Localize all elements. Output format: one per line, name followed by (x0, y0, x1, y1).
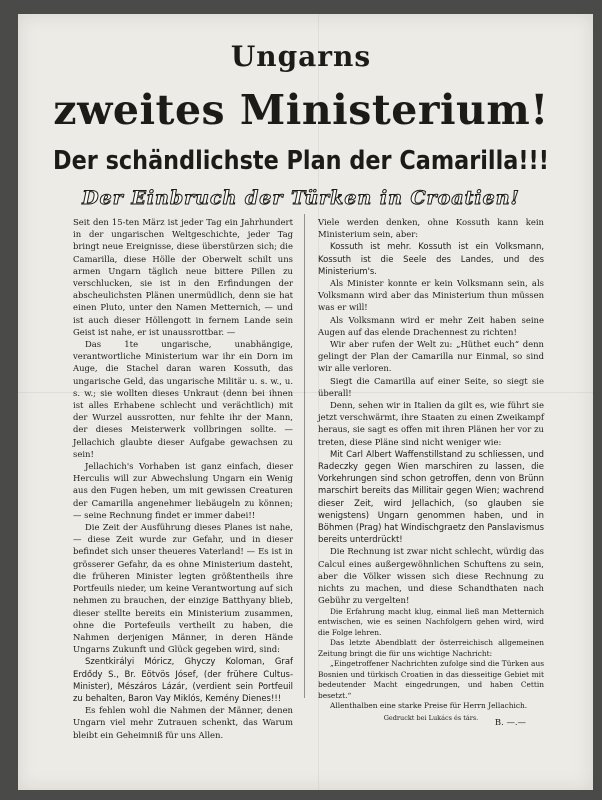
headline: Der schändlichste Plan der Camarilla!!! (53, 146, 549, 176)
right-column (318, 216, 544, 728)
right-paragraph-10: Die Erfahrung macht klug, einmal ließ man Metternich entwischen, wie es seinen Nachfolgern gehen wird, wird die Folge lehren. (318, 606, 544, 637)
right-paragraph-7: Denn, sehen wir in Italien da gilt es, wie führt sie jetzt verschwärmt, ihre Staaten zu einen Zweikampf heraus, sie sagt es offen mit ihren Plänen her vor zu treten, diese Pläne sind nicht weniger wie: (318, 400, 544, 447)
left-paragraph-3: Jellachich's Vorhaben ist ganz einfach, dieser Herculis will zur Abwechslung Ungarn ein Wenig aus den Fugen heben, um mit gewissen Creaturen der Camarilla angenehmer liebäugeln zu können; — seine Rechnung findet er immer dabei!! (73, 461, 293, 520)
right-paragraph-11: Das letzte Abendblatt der österreichisch allgemeinen Zeitung bringt die für uns wichtige Nachricht: (318, 638, 544, 658)
left-column (73, 216, 293, 741)
right-paragraph-3: Als Minister konnte er kein Volksmann sein, als Volksmann wird aber das Ministerium thun müssen was er will! (318, 278, 544, 313)
news-quote: „Eingetroffener Nachrichten zufolge sind die Türken aus Bosnien und türkisch Croatien in das diesseitige Gebiet mit bedeutender Macht eingedrungen, und haben Cettin besetzt.“ (318, 659, 544, 700)
right-paragraph-6: Siegt die Camarilla auf einer Seite, so siegt sie überall! (318, 375, 544, 398)
right-paragraph-9: Die Rechnung ist zwar nicht schlecht, würdig das Calcul eines außergewöhnlichen Schuftens zu sein, aber die Völker wissen sich diese Rechnung zu nichts zu machen, und diese Schandthaten nach Gebühr zu vergelten! (318, 546, 544, 606)
column-divider (304, 214, 305, 698)
right-paragraph-5: Wir aber rufen der Welt zu: „Hüthet euch“ denn gelingt der Plan der Camarilla nur Einmal, so sind wir alle verloren. (318, 339, 544, 374)
minister-names: Szentkirályi Móricz, Ghyczy Koloman, Graf Erdődy S., Br. Eötvös Jósef, (der frühere Cultus-Minister), Mészáros Lázár, (verdient sein Portfeuil zu behalten, Baron Vay Miklós, Kemény Dienes!!! (73, 656, 293, 703)
left-paragraph-6: Es fehlen wohl die Nahmen der Männer, denen Ungarn viel mehr Zutrauen schenkt, das Warum bleibt ein Geheimniß für uns Allen. (73, 705, 293, 740)
subheadline: Der Einbruch der Türken in Croatien! (82, 187, 520, 209)
title-line-1: Ungarns (230, 40, 372, 73)
left-paragraph-4: Die Zeit der Ausführung dieses Planes ist nahe, — diese Zeit wurde zur Gefahr, und in dieser befindet sich unser theueres Vaterland! — Es ist in grösserer Gefahr, da es ohne Ministerium dasteht, die früheren Minister legten größtentheils ihre Portfeuils nieder, um keine Verantwortung auf sich nehmen zu brauchen, der einzige Batthyany blieb, dieser stellte bereits ein Ministerium zusammen, ohne die Portefeuils vertheilt zu haben, die Nahmen derjenigen Männer, in deren Hände Ungarns Zukunft und Glück gegeben wird, sind: (73, 522, 293, 655)
right-paragraph-1: Viele werden denken, ohne Kossuth kann kein Ministerium sein, aber: (318, 217, 544, 240)
right-paragraph-13: Allenthalben eine starke Preise für Herrn Jellachich. (330, 701, 528, 710)
right-paragraph-2: Kossuth ist mehr. Kossuth ist ein Volksmann, Kossuth ist die Seele des Landes, und des Ministerium's. (318, 241, 544, 276)
signature: B. —.— (494, 716, 526, 727)
right-paragraph-4: Als Volksmann wird er mehr Zeit haben seine Augen auf das elende Drachennest zu richten! (318, 314, 544, 337)
right-paragraph-8: Mit Carl Albert Waffenstillstand zu schliessen, und Radeczky gegen Wien marschiren zu lassen, die Vorkehrungen sind schon getroffen, denn von Brünn marschirt bereits das Millitair gegen Wien; wachrend dieser Zeit, wird Jellachich, (so glauben sie wenigstens) Ungarn genommen haben, und in Böhmen (Prag) hat Windischgraetz den Panslavismus bereits unterdrückt! (318, 448, 544, 545)
printer-imprint: Gedruckt bei Lukács és társ. (383, 714, 479, 722)
left-paragraph-1: Seit den 15-ten März ist jeder Tag ein Jahrhundert in der ungarischen Weltgeschichte, jeder Tag bringt neue Ereignisse, diese überstürzen sich; die Camarilla, diese Hölle der Oberwelt schilt uns armen Ungarn täglich neue bittere Pillen zu verschlucken, sie ist in den Erfindungen der abscheulichsten Plänen unermüdlich, denn sie hat einen Pluto, unter den Namen Metternich, — und ist auch dieser Höllengott in fernem Lande sein Geist ist nahe, er ist unaussrottbar. — (73, 217, 293, 337)
title-line-2: zweites Ministerium! (53, 86, 549, 134)
left-paragraph-2: Das 1te ungarische, unabhängige, verantwortliche Ministerium war ihr ein Dorn im Auge, die Stachel daran waren Kossuth, das ungarische Geld, das ungarische Militär u. s. w., u. s. w.; sie wollten dieses Unkraut (denn bei ihnen ist alles Erhabene schlecht und verächtlich) mit der Wurzel aussrotten, nur fehlte ihr der Mann, der dieses Meisterwerk vollbringen sollte. — Jellachich glaubte dieser Aufgabe gewachsen zu sein! (73, 339, 293, 459)
